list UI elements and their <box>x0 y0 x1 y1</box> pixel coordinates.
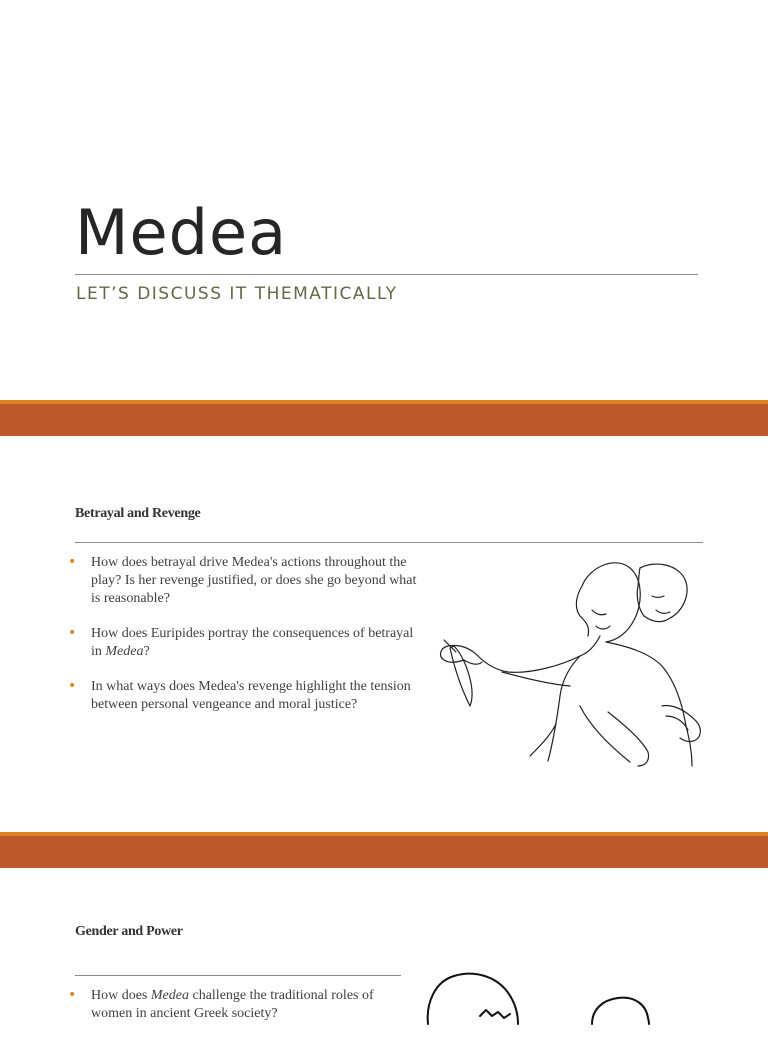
bullet-text: challenge the traditional roles of women in ancient Greek society? <box>91 988 374 1021</box>
bullet-text-italic: Medea <box>105 644 144 659</box>
heading-divider <box>75 542 703 543</box>
slide-separator-band <box>0 832 768 868</box>
slide-heading: Gender and Power <box>75 924 183 939</box>
bullet-dot-icon: • <box>68 678 77 694</box>
bullet-text-italic: Medea <box>150 988 189 1003</box>
bullet-dot-icon: • <box>68 987 77 1003</box>
bullet-dot-icon: • <box>68 554 77 570</box>
presentation-title: Medea <box>75 196 288 269</box>
bullet-dot-icon: • <box>68 625 77 641</box>
bullet-list <box>68 987 388 1040</box>
bullet-item <box>68 678 418 714</box>
bullet-text: ? <box>143 644 150 659</box>
title-divider <box>75 274 698 275</box>
bullet-text: In what ways does Medea's revenge highlight the tension between personal vengeance and moral justice? <box>91 679 411 712</box>
bullet-item <box>68 625 418 661</box>
heading-divider <box>75 975 401 976</box>
bullet-item <box>68 987 388 1023</box>
bullet-list <box>68 554 418 731</box>
bullet-text: How does betrayal drive Medea's actions throughout the play? Is her revenge justified, or does she go beyond what is reasonable? <box>91 555 417 606</box>
slide-betrayal-and-revenge <box>0 436 768 832</box>
two-heads-illustration <box>420 968 720 1024</box>
slide-heading: Betrayal and Revenge <box>75 506 201 521</box>
presentation-subtitle: LET’S DISCUSS IT THEMATICALLY <box>76 284 398 304</box>
slide-gender-and-power <box>0 868 768 1024</box>
bullet-text: How does Euripides portray the consequences of betrayal in <box>91 626 414 659</box>
embrace-with-knife-illustration <box>430 556 720 771</box>
bullet-item <box>68 554 418 608</box>
title-slide <box>0 0 768 400</box>
bullet-text: How does <box>91 988 151 1003</box>
slide-separator-band <box>0 400 768 436</box>
